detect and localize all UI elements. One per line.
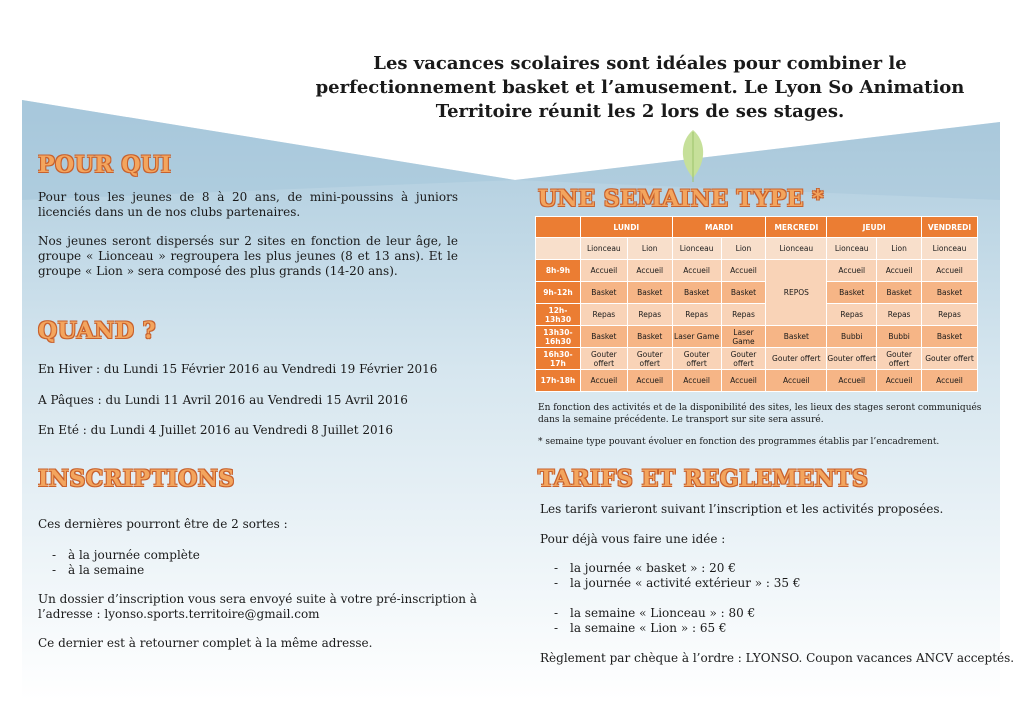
- quand-hiver: En Hiver : du Lundi 15 Février 2016 au Vendredi 19 Février 2016: [38, 362, 438, 376]
- time-label: 8h-9h: [536, 260, 581, 282]
- group-header: Lionceau: [827, 238, 877, 260]
- day-header: MARDI: [672, 217, 766, 238]
- list-item: - à la journée complète: [38, 548, 338, 563]
- page-header: [250, 52, 1024, 124]
- table-cell: Basket: [827, 282, 877, 304]
- tarifs-journee-list: [540, 561, 940, 591]
- table-cell: Accueil: [672, 260, 721, 282]
- group-header: Lionceau: [922, 238, 978, 260]
- tarifs-semaine-list: [540, 606, 940, 636]
- semaine-note-2: * semaine type pouvant évoluer en fonction des programmes établis par l’encadrement.: [538, 437, 940, 447]
- table-cell: Gouter offert: [827, 348, 877, 370]
- group-header: Lion: [877, 238, 922, 260]
- table-cell: Accueil: [827, 370, 877, 392]
- inscriptions-retour: Ce dernier est à retourner complet à la même adresse.: [38, 636, 373, 650]
- table-cell: Basket: [627, 326, 672, 348]
- table-corner-sub: [536, 238, 581, 260]
- tarifs-intro: Les tarifs varieront suivant l’inscription et les activités proposées.: [540, 502, 944, 516]
- table-cell: Basket: [877, 282, 922, 304]
- table-cell: Basket: [766, 326, 827, 348]
- list-item: - la semaine « Lionceau » : 80 €: [540, 606, 940, 621]
- table-cell: Repas: [877, 304, 922, 326]
- inscriptions-dossier-line-1: Un dossier d’inscription vous sera envoyé suite à votre pré-inscription à: [38, 592, 477, 606]
- group-header: Lionceau: [672, 238, 721, 260]
- section-title-tarifs: TARIFS ET REGLEMENTS: [538, 466, 869, 492]
- time-label: 17h-18h: [536, 370, 581, 392]
- list-item: - la semaine « Lion » : 65 €: [540, 621, 940, 636]
- group-header: Lion: [721, 238, 766, 260]
- table-cell: Accueil: [877, 370, 922, 392]
- pour-qui-paragraph-2: Nos jeunes seront dispersés sur 2 sites en fonction de leur âge, le groupe « Lionceau » regroupera les plus jeunes (8 et 13 ans). Et le groupe « Lion » sera composé des plus grands (14-20 ans).: [38, 234, 458, 278]
- table-cell: Accueil: [627, 260, 672, 282]
- table-cell: Laser Game: [721, 326, 766, 348]
- table-cell: Basket: [580, 282, 627, 304]
- table-cell: Repas: [922, 304, 978, 326]
- table-cell: Basket: [922, 282, 978, 304]
- list-item: - la journée « basket » : 20 €: [540, 561, 940, 576]
- table-cell: Accueil: [580, 370, 627, 392]
- table-cell: Accueil: [877, 260, 922, 282]
- time-label: 9h-12h: [536, 282, 581, 304]
- table-cell: Accueil: [672, 370, 721, 392]
- time-label: 16h30-17h: [536, 348, 581, 370]
- time-label: 13h30-16h30: [536, 326, 581, 348]
- table-cell: Gouter offert: [721, 348, 766, 370]
- schedule-table: [535, 216, 978, 392]
- day-header: JEUDI: [827, 217, 922, 238]
- table-cell: Gouter offert: [766, 348, 827, 370]
- tarifs-idee: Pour déjà vous faire une idée :: [540, 532, 726, 546]
- inscriptions-options-list: [38, 548, 338, 578]
- table-corner: [536, 217, 581, 238]
- semaine-note-1: En fonction des activités et de la disponibilité des sites, les lieux des stages seront communiqués dans la semaine précédente. Le transport sur site sera assuré.: [538, 403, 982, 425]
- table-cell: Repas: [672, 304, 721, 326]
- tarifs-reglement: Règlement par chèque à l’ordre : LYONSO. Coupon vacances ANCV acceptés.: [540, 651, 1015, 665]
- group-header: Lionceau: [766, 238, 827, 260]
- table-cell: Repas: [827, 304, 877, 326]
- table-cell: Basket: [922, 326, 978, 348]
- section-title-semaine-type: UNE SEMAINE TYPE *: [538, 186, 825, 212]
- day-header: VENDREDI: [922, 217, 978, 238]
- table-cell: Gouter offert: [627, 348, 672, 370]
- table-cell: Accueil: [922, 370, 978, 392]
- section-title-quand: QUAND ?: [38, 318, 156, 344]
- table-cell: Laser Game: [672, 326, 721, 348]
- quand-paques: A Pâques : du Lundi 11 Avril 2016 au Vendredi 15 Avril 2016: [38, 393, 408, 407]
- list-item: - la journée « activité extérieur » : 35 €: [540, 576, 940, 591]
- table-cell: Bubbi: [827, 326, 877, 348]
- table-cell-repos: REPOS: [766, 260, 827, 326]
- table-cell: Gouter offert: [922, 348, 978, 370]
- table-cell: Basket: [721, 282, 766, 304]
- table-cell: Bubbi: [877, 326, 922, 348]
- table-cell: Repas: [580, 304, 627, 326]
- table-cell: Accueil: [580, 260, 627, 282]
- group-header: Lionceau: [580, 238, 627, 260]
- day-header: LUNDI: [580, 217, 672, 238]
- inscriptions-intro: Ces dernières pourront être de 2 sortes :: [38, 517, 288, 531]
- table-cell: Accueil: [627, 370, 672, 392]
- section-title-inscriptions: INSCRIPTIONS: [38, 466, 235, 492]
- table-cell: Accueil: [827, 260, 877, 282]
- table-cell: Repas: [721, 304, 766, 326]
- header-line-3: Territoire réunit les 2 lors de ses stages.: [435, 101, 845, 122]
- table-cell: Accueil: [766, 370, 827, 392]
- table-cell: Accueil: [721, 260, 766, 282]
- section-title-pour-qui: POUR QUI: [38, 152, 172, 178]
- table-cell: Accueil: [922, 260, 978, 282]
- header-line-2: perfectionnement basket et l’amusement. Le Lyon So Animation: [315, 77, 965, 98]
- table-cell: Basket: [580, 326, 627, 348]
- inscriptions-dossier-line-2: l’adresse : lyonso.sports.territoire@gmail.com: [38, 607, 320, 621]
- table-cell: Basket: [672, 282, 721, 304]
- table-cell: Accueil: [721, 370, 766, 392]
- table-cell: Basket: [627, 282, 672, 304]
- group-header: Lion: [627, 238, 672, 260]
- header-line-1: Les vacances scolaires sont idéales pour combiner le: [373, 53, 907, 74]
- pour-qui-paragraph-1: Pour tous les jeunes de 8 à 20 ans, de mini-poussins à juniors licenciés dans un de nos clubs partenaires.: [38, 190, 458, 219]
- time-label: 12h-13h30: [536, 304, 581, 326]
- table-cell: Gouter offert: [580, 348, 627, 370]
- day-header: MERCREDI: [766, 217, 827, 238]
- table-cell: Repas: [627, 304, 672, 326]
- table-cell: Gouter offert: [877, 348, 922, 370]
- table-cell: Gouter offert: [672, 348, 721, 370]
- list-item: - à la semaine: [38, 563, 338, 578]
- quand-ete: En Eté : du Lundi 4 Juillet 2016 au Vendredi 8 Juillet 2016: [38, 423, 393, 437]
